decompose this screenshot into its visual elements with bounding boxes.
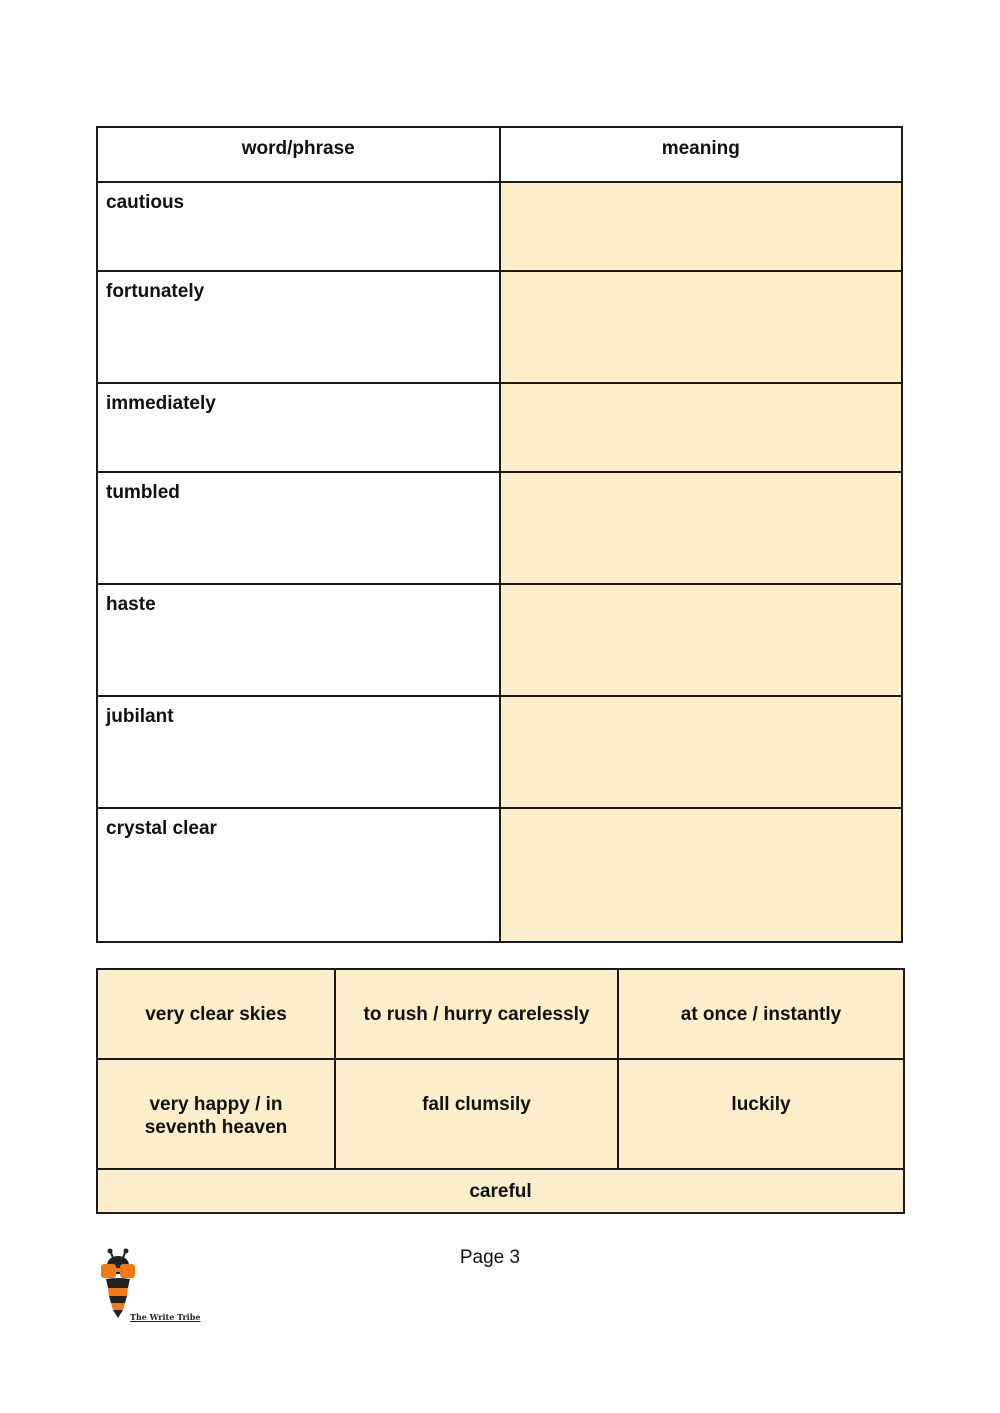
meaning-answer-cell[interactable] <box>500 383 903 472</box>
word-bank <box>96 968 905 1214</box>
word-cell-jubilant: jubilant <box>97 696 500 808</box>
meaning-answer-cell[interactable] <box>500 808 903 942</box>
table-header-row <box>97 127 902 182</box>
word-cell-cautious: cautious <box>97 182 500 271</box>
word-bank-item[interactable]: fall clumsily <box>335 1059 618 1169</box>
word-bank-item[interactable]: to rush / hurry carelessly <box>335 969 618 1059</box>
word-cell-tumbled: tumbled <box>97 472 500 584</box>
meaning-answer-cell[interactable] <box>500 472 903 584</box>
word-bank-item[interactable]: at once / instantly <box>618 969 904 1059</box>
logo-text: The Write Tribe <box>130 1312 201 1322</box>
word-cell-immediately: immediately <box>97 383 500 472</box>
word-cell-fortunately: fortunately <box>97 271 500 383</box>
meaning-answer-cell[interactable] <box>500 584 903 696</box>
word-bank-item[interactable]: very happy / in seventh heaven <box>97 1059 335 1169</box>
table-row <box>97 696 902 808</box>
word-bank-row <box>97 969 904 1059</box>
table-row <box>97 271 902 383</box>
word-bank-item[interactable]: luckily <box>618 1059 904 1169</box>
table-row <box>97 584 902 696</box>
word-cell-haste: haste <box>97 584 500 696</box>
word-bank-row <box>97 1059 904 1169</box>
table-row <box>97 182 902 271</box>
meaning-answer-cell[interactable] <box>500 271 903 383</box>
vocabulary-table <box>96 126 903 943</box>
meaning-answer-cell[interactable] <box>500 696 903 808</box>
write-tribe-logo <box>98 1248 208 1328</box>
meaning-answer-cell[interactable] <box>500 182 903 271</box>
header-word-phrase: word/phrase <box>97 127 500 182</box>
page-number: Page 3 <box>459 1247 521 1268</box>
word-bank-item[interactable]: careful <box>97 1169 904 1213</box>
header-meaning: meaning <box>500 127 903 182</box>
table-row <box>97 472 902 584</box>
table-row <box>97 808 902 942</box>
word-bank-item[interactable]: very clear skies <box>97 969 335 1059</box>
table-row <box>97 383 902 472</box>
word-cell-crystal-clear: crystal clear <box>97 808 500 942</box>
word-bank-row <box>97 1169 904 1213</box>
